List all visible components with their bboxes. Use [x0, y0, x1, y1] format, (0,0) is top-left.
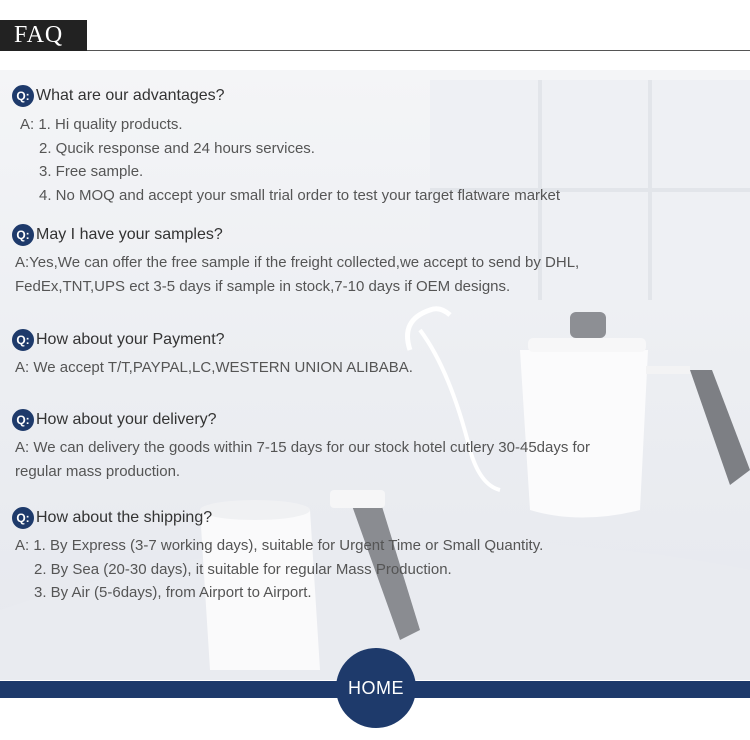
answer-line: regular mass production. [15, 463, 181, 480]
question-text: How about the shipping? [36, 509, 213, 526]
q-badge-icon: Q: [12, 409, 34, 431]
faq-question-3 [12, 329, 225, 351]
answer-line: A:Yes,We can offer the free sample if the freight collected,we accept to send by DHL, [15, 254, 580, 271]
answer-line: A: 1. Hi quality products. [20, 116, 183, 133]
faq-question-4 [12, 409, 217, 431]
faq-tab: FAQ [0, 20, 87, 51]
answer-line: A: We can delivery the goods within 7-15 days for our stock hotel cutlery 30-45days for [15, 439, 591, 456]
answer-line: A: We accept T/T,PAYPAL,LC,WESTERN UNION ALIBABA. [15, 359, 413, 376]
answer-line: 4. No MOQ and accept your small trial order to test your target flatware market [39, 187, 561, 204]
question-text: How about your delivery? [36, 411, 217, 428]
q-badge-icon: Q: [12, 329, 34, 351]
q-badge-icon: Q: [12, 85, 34, 107]
answer-line: 2. By Sea (20-30 days), it suitable for regular Mass Production. [34, 561, 452, 578]
faq-question-2 [12, 224, 223, 246]
answer-line: 3. By Air (5-6days), from Airport to Airport. [34, 584, 312, 601]
question-text: May I have your samples? [36, 226, 223, 243]
faq-question-5 [12, 507, 212, 529]
q-badge-icon: Q: [12, 224, 34, 246]
question-text: How about your Payment? [36, 331, 225, 348]
answer-line: A: 1. By Express (3-7 working days), suitable for Urgent Time or Small Quantity. [15, 537, 544, 554]
faq-question-1 [12, 85, 225, 107]
question-text: What are our advantages? [36, 87, 225, 104]
answer-line: FedEx,TNT,UPS ect 3-5 days if sample in stock,7-10 days if OEM designs. [15, 278, 511, 295]
home-button[interactable]: HOME [336, 648, 416, 728]
answer-line: 3. Free sample. [39, 163, 144, 180]
answer-line: 2. Qucik response and 24 hours services. [39, 140, 315, 157]
q-badge-icon: Q: [12, 507, 34, 529]
